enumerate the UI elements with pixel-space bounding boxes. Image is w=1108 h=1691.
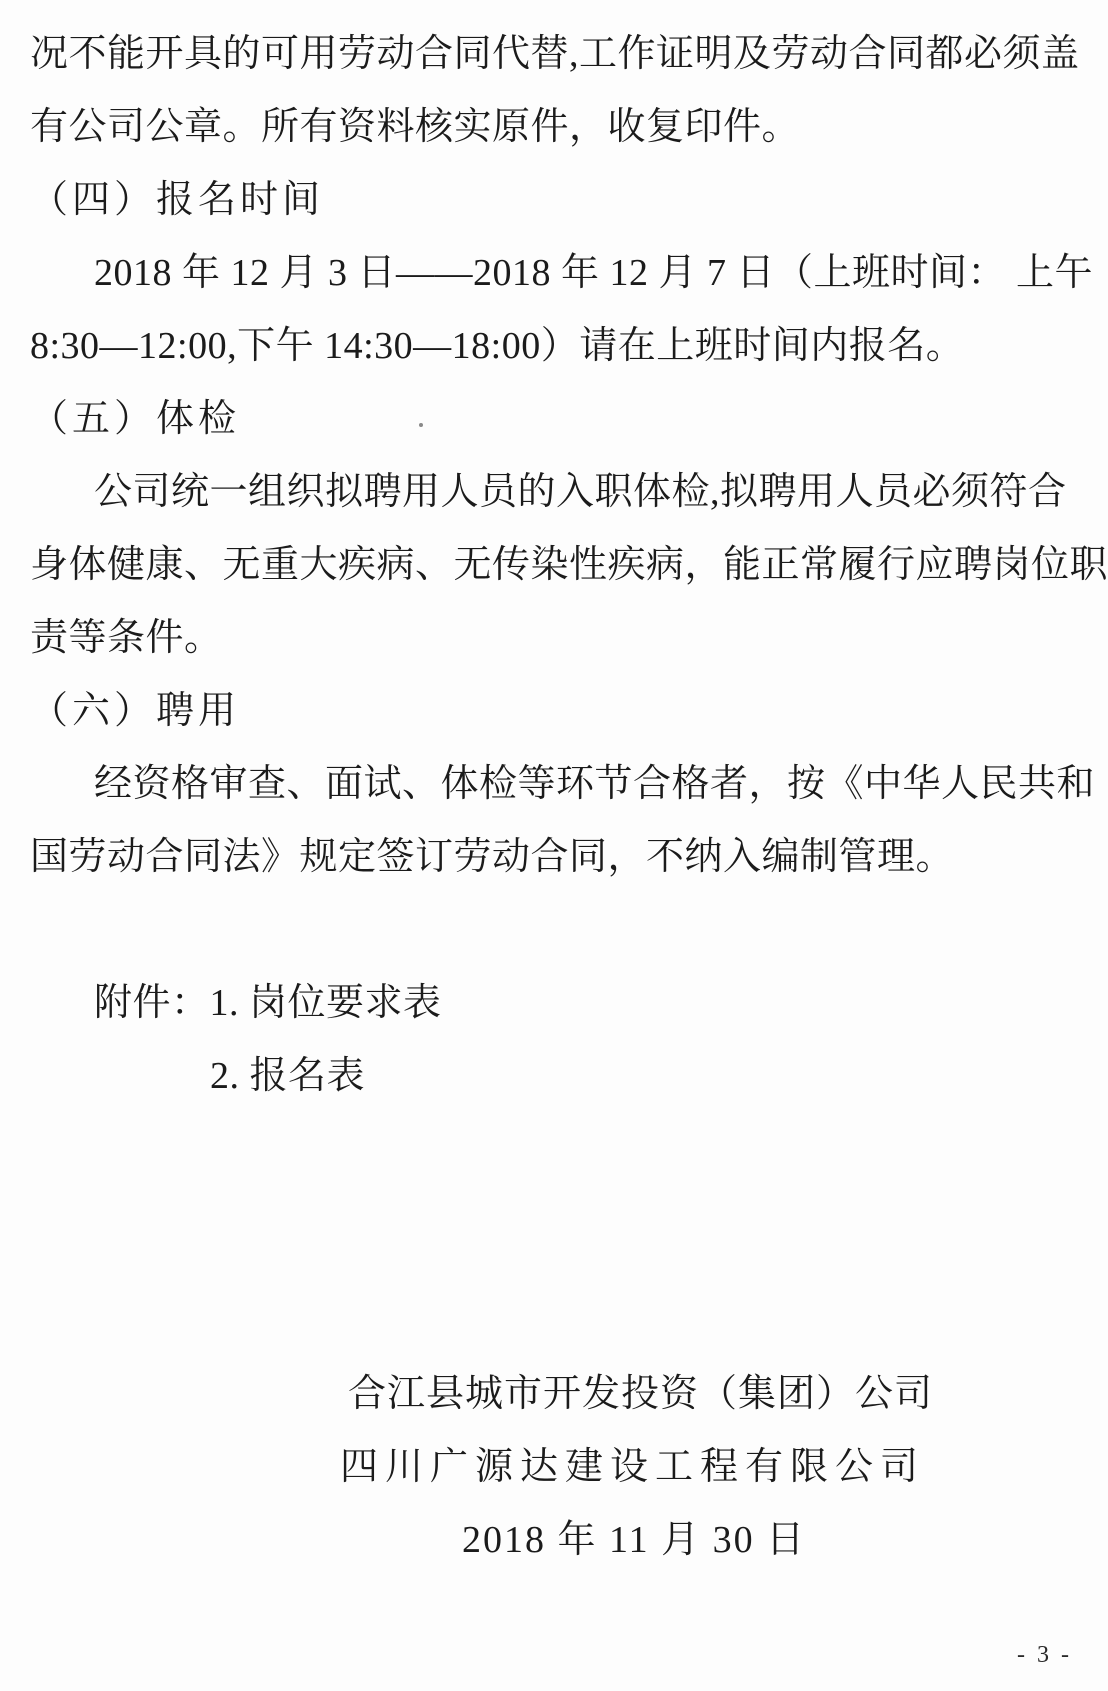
text-line-12: 国劳动合同法》规定签订劳动合同，不纳入编制管理。 (30, 836, 955, 878)
text-line-4: 2018 年 12 月 3 日——2018 年 12 月 7 日（上班时间： 上午 (94, 252, 1094, 294)
scan-artifact-dot (419, 423, 423, 427)
signature-company-2: 四川广源达建设工程有限公司 (340, 1446, 926, 1488)
text-line-7: 公司统一组织拟聘用人员的入职体检,拟聘用人员必须符合 (94, 471, 1067, 513)
text-line-6: （五）体检 (30, 398, 241, 440)
text-line-9: 责等条件。 (30, 617, 223, 659)
document-body (30, 18, 1108, 1113)
signature-date: 2018 年 11 月 30 日 (462, 1519, 807, 1561)
text-line-10: （六）聘用 (30, 690, 241, 732)
text-line-1: 况不能开具的可用劳动合同代替,工作证明及劳动合同都必须盖 (30, 33, 1080, 75)
text-line-14: 附件：1. 岗位要求表 (94, 982, 442, 1024)
text-line-5: 8:30—12:00,下午 14:30—18:00）请在上班时间内报名。 (30, 325, 965, 367)
text-line-2: 有公司公章。所有资料核实原件，收复印件。 (30, 106, 801, 148)
text-line-11: 经资格审查、面试、体检等环节合格者，按《中华人民共和 (94, 763, 1096, 805)
text-line-8: 身体健康、无重大疾病、无传染性疾病，能正常履行应聘岗位职 (30, 544, 1108, 586)
page-number: - 3 - (1017, 1642, 1072, 1668)
text-line-3: （四）报名时间 (30, 179, 325, 221)
signature-block (0, 1358, 1108, 1577)
text-line-15: 2. 报名表 (210, 1055, 366, 1097)
blank-line (30, 894, 1080, 967)
signature-company-1: 合江县城市开发投资（集团）公司 (348, 1373, 934, 1415)
